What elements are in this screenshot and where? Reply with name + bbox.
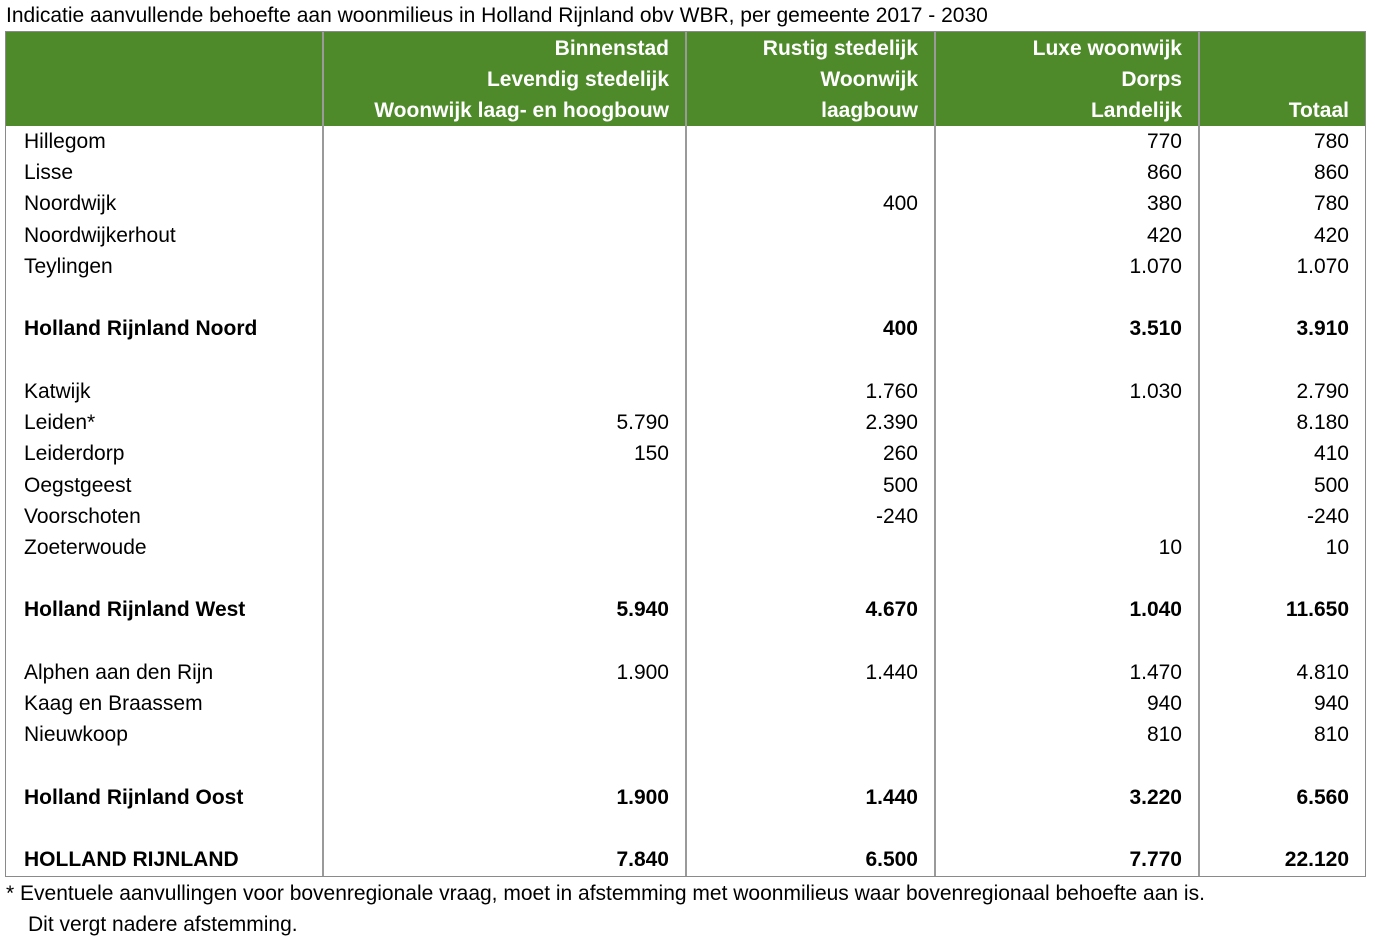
row-value: 1.040 xyxy=(1129,598,1182,621)
footnote xyxy=(6,878,1205,940)
row-value: 420 xyxy=(1313,224,1349,247)
footnote-line: * Eventuele aanvullingen voor bovenregionale vraag, moet in afstemming met woonmilieus waar bovenregionaal behoefte aan is. xyxy=(6,882,1205,905)
row-value: 860 xyxy=(1313,161,1349,184)
row-value: 940 xyxy=(1313,692,1349,715)
row-label: Voorschoten xyxy=(24,505,141,528)
header-col-rustig-stedelijk xyxy=(763,34,918,126)
row-label: Holland Rijnland Oost xyxy=(24,786,244,809)
row-label: Alphen aan den Rijn xyxy=(24,661,214,684)
table-subtotal-row xyxy=(6,844,1365,875)
row-label: Holland Rijnland West xyxy=(24,598,246,621)
row-label: Holland Rijnland Noord xyxy=(24,317,258,340)
row-value: 810 xyxy=(1146,723,1182,746)
row-value: 3.220 xyxy=(1129,786,1182,809)
data-table xyxy=(5,31,1366,877)
row-value: 780 xyxy=(1313,130,1349,153)
row-label: Leiden* xyxy=(24,411,96,434)
row-label: Noordwijkerhout xyxy=(24,224,176,247)
row-value: 1.760 xyxy=(865,380,918,403)
row-value: 1.470 xyxy=(1129,661,1182,684)
table-row xyxy=(6,719,1365,750)
header-line: Woonwijk xyxy=(820,68,918,91)
row-label: Nieuwkoop xyxy=(24,723,128,746)
row-value: 3.510 xyxy=(1129,317,1182,340)
header-line: Woonwijk laag- en hoogbouw xyxy=(374,99,669,122)
row-label: Oegstgeest xyxy=(24,474,132,497)
row-value: 400 xyxy=(882,192,918,215)
table-subtotal-row xyxy=(6,313,1365,344)
row-label: Lisse xyxy=(24,161,74,184)
row-label: HOLLAND RIJNLAND xyxy=(24,848,239,871)
row-value: 500 xyxy=(1313,474,1349,497)
row-label: Hillegom xyxy=(24,130,106,153)
header-line: Levendig stedelijk xyxy=(486,68,669,91)
row-label: Kaag en Braassem xyxy=(24,692,203,715)
footnote-line: Dit vergt nadere afstemming. xyxy=(28,913,298,936)
table-row xyxy=(6,220,1365,251)
header-line: laagbouw xyxy=(821,99,918,122)
row-value: 10 xyxy=(1325,536,1349,559)
row-value: 6.560 xyxy=(1296,786,1349,809)
header-line: Totaal xyxy=(1288,99,1349,122)
table-row xyxy=(6,157,1365,188)
row-value: 860 xyxy=(1146,161,1182,184)
table-subtotal-row xyxy=(6,782,1365,813)
row-value: -240 xyxy=(875,505,918,528)
table-title: Indicatie aanvullende behoefte aan woonmilieus in Holland Rijnland obv WBR, per gemeente 2017 - 2030 xyxy=(6,4,988,27)
row-value: 940 xyxy=(1146,692,1182,715)
header-line: Landelijk xyxy=(1090,99,1182,122)
row-label: Katwijk xyxy=(24,380,91,403)
row-value: 420 xyxy=(1146,224,1182,247)
table-row xyxy=(6,438,1365,469)
row-label: Teylingen xyxy=(24,255,113,278)
row-label: Zoeterwoude xyxy=(24,536,147,559)
row-value: 5.790 xyxy=(616,411,669,434)
table-row xyxy=(6,126,1365,157)
table-row xyxy=(6,470,1365,501)
row-value: 10 xyxy=(1158,536,1182,559)
table-subtotal-row xyxy=(6,594,1365,625)
row-value: 780 xyxy=(1313,192,1349,215)
row-value: 400 xyxy=(882,317,918,340)
row-value: 4.810 xyxy=(1296,661,1349,684)
table-row xyxy=(6,532,1365,563)
header-line: Luxe woonwijk xyxy=(1032,37,1182,60)
row-value: 7.770 xyxy=(1129,848,1182,871)
row-value: 1.440 xyxy=(865,661,918,684)
header-col-luxe-woonwijk xyxy=(1033,34,1182,126)
row-value: 22.120 xyxy=(1284,848,1349,871)
header-line: Dorps xyxy=(1121,68,1182,91)
table-row xyxy=(6,688,1365,719)
row-value: 2.390 xyxy=(865,411,918,434)
row-value: -240 xyxy=(1306,505,1349,528)
row-value: 500 xyxy=(882,474,918,497)
row-value: 260 xyxy=(882,442,918,465)
row-value: 1.070 xyxy=(1129,255,1182,278)
row-value: 1.900 xyxy=(616,786,669,809)
row-value: 1.070 xyxy=(1296,255,1349,278)
row-value: 4.670 xyxy=(865,598,918,621)
header-col-binnenstad xyxy=(374,34,669,126)
row-value: 150 xyxy=(633,442,669,465)
table-row xyxy=(6,188,1365,219)
row-value: 810 xyxy=(1313,723,1349,746)
header-line: Binnenstad xyxy=(554,37,669,60)
header-line: Rustig stedelijk xyxy=(762,37,918,60)
table-row xyxy=(6,501,1365,532)
row-value: 7.840 xyxy=(616,848,669,871)
table-row xyxy=(6,407,1365,438)
row-value: 2.790 xyxy=(1296,380,1349,403)
row-value: 770 xyxy=(1146,130,1182,153)
row-value: 1.030 xyxy=(1129,380,1182,403)
table-row xyxy=(6,376,1365,407)
row-label: Leiderdorp xyxy=(24,442,125,465)
table-row xyxy=(6,657,1365,688)
header-col-totaal xyxy=(1289,34,1349,126)
row-value: 6.500 xyxy=(865,848,918,871)
row-value: 380 xyxy=(1146,192,1182,215)
row-value: 5.940 xyxy=(616,598,669,621)
table-row xyxy=(6,251,1365,282)
row-label: Noordwijk xyxy=(24,192,117,215)
row-value: 410 xyxy=(1313,442,1349,465)
row-value: 3.910 xyxy=(1296,317,1349,340)
row-value: 1.900 xyxy=(616,661,669,684)
row-value: 8.180 xyxy=(1296,411,1349,434)
row-value: 1.440 xyxy=(865,786,918,809)
row-value: 11.650 xyxy=(1285,598,1349,621)
